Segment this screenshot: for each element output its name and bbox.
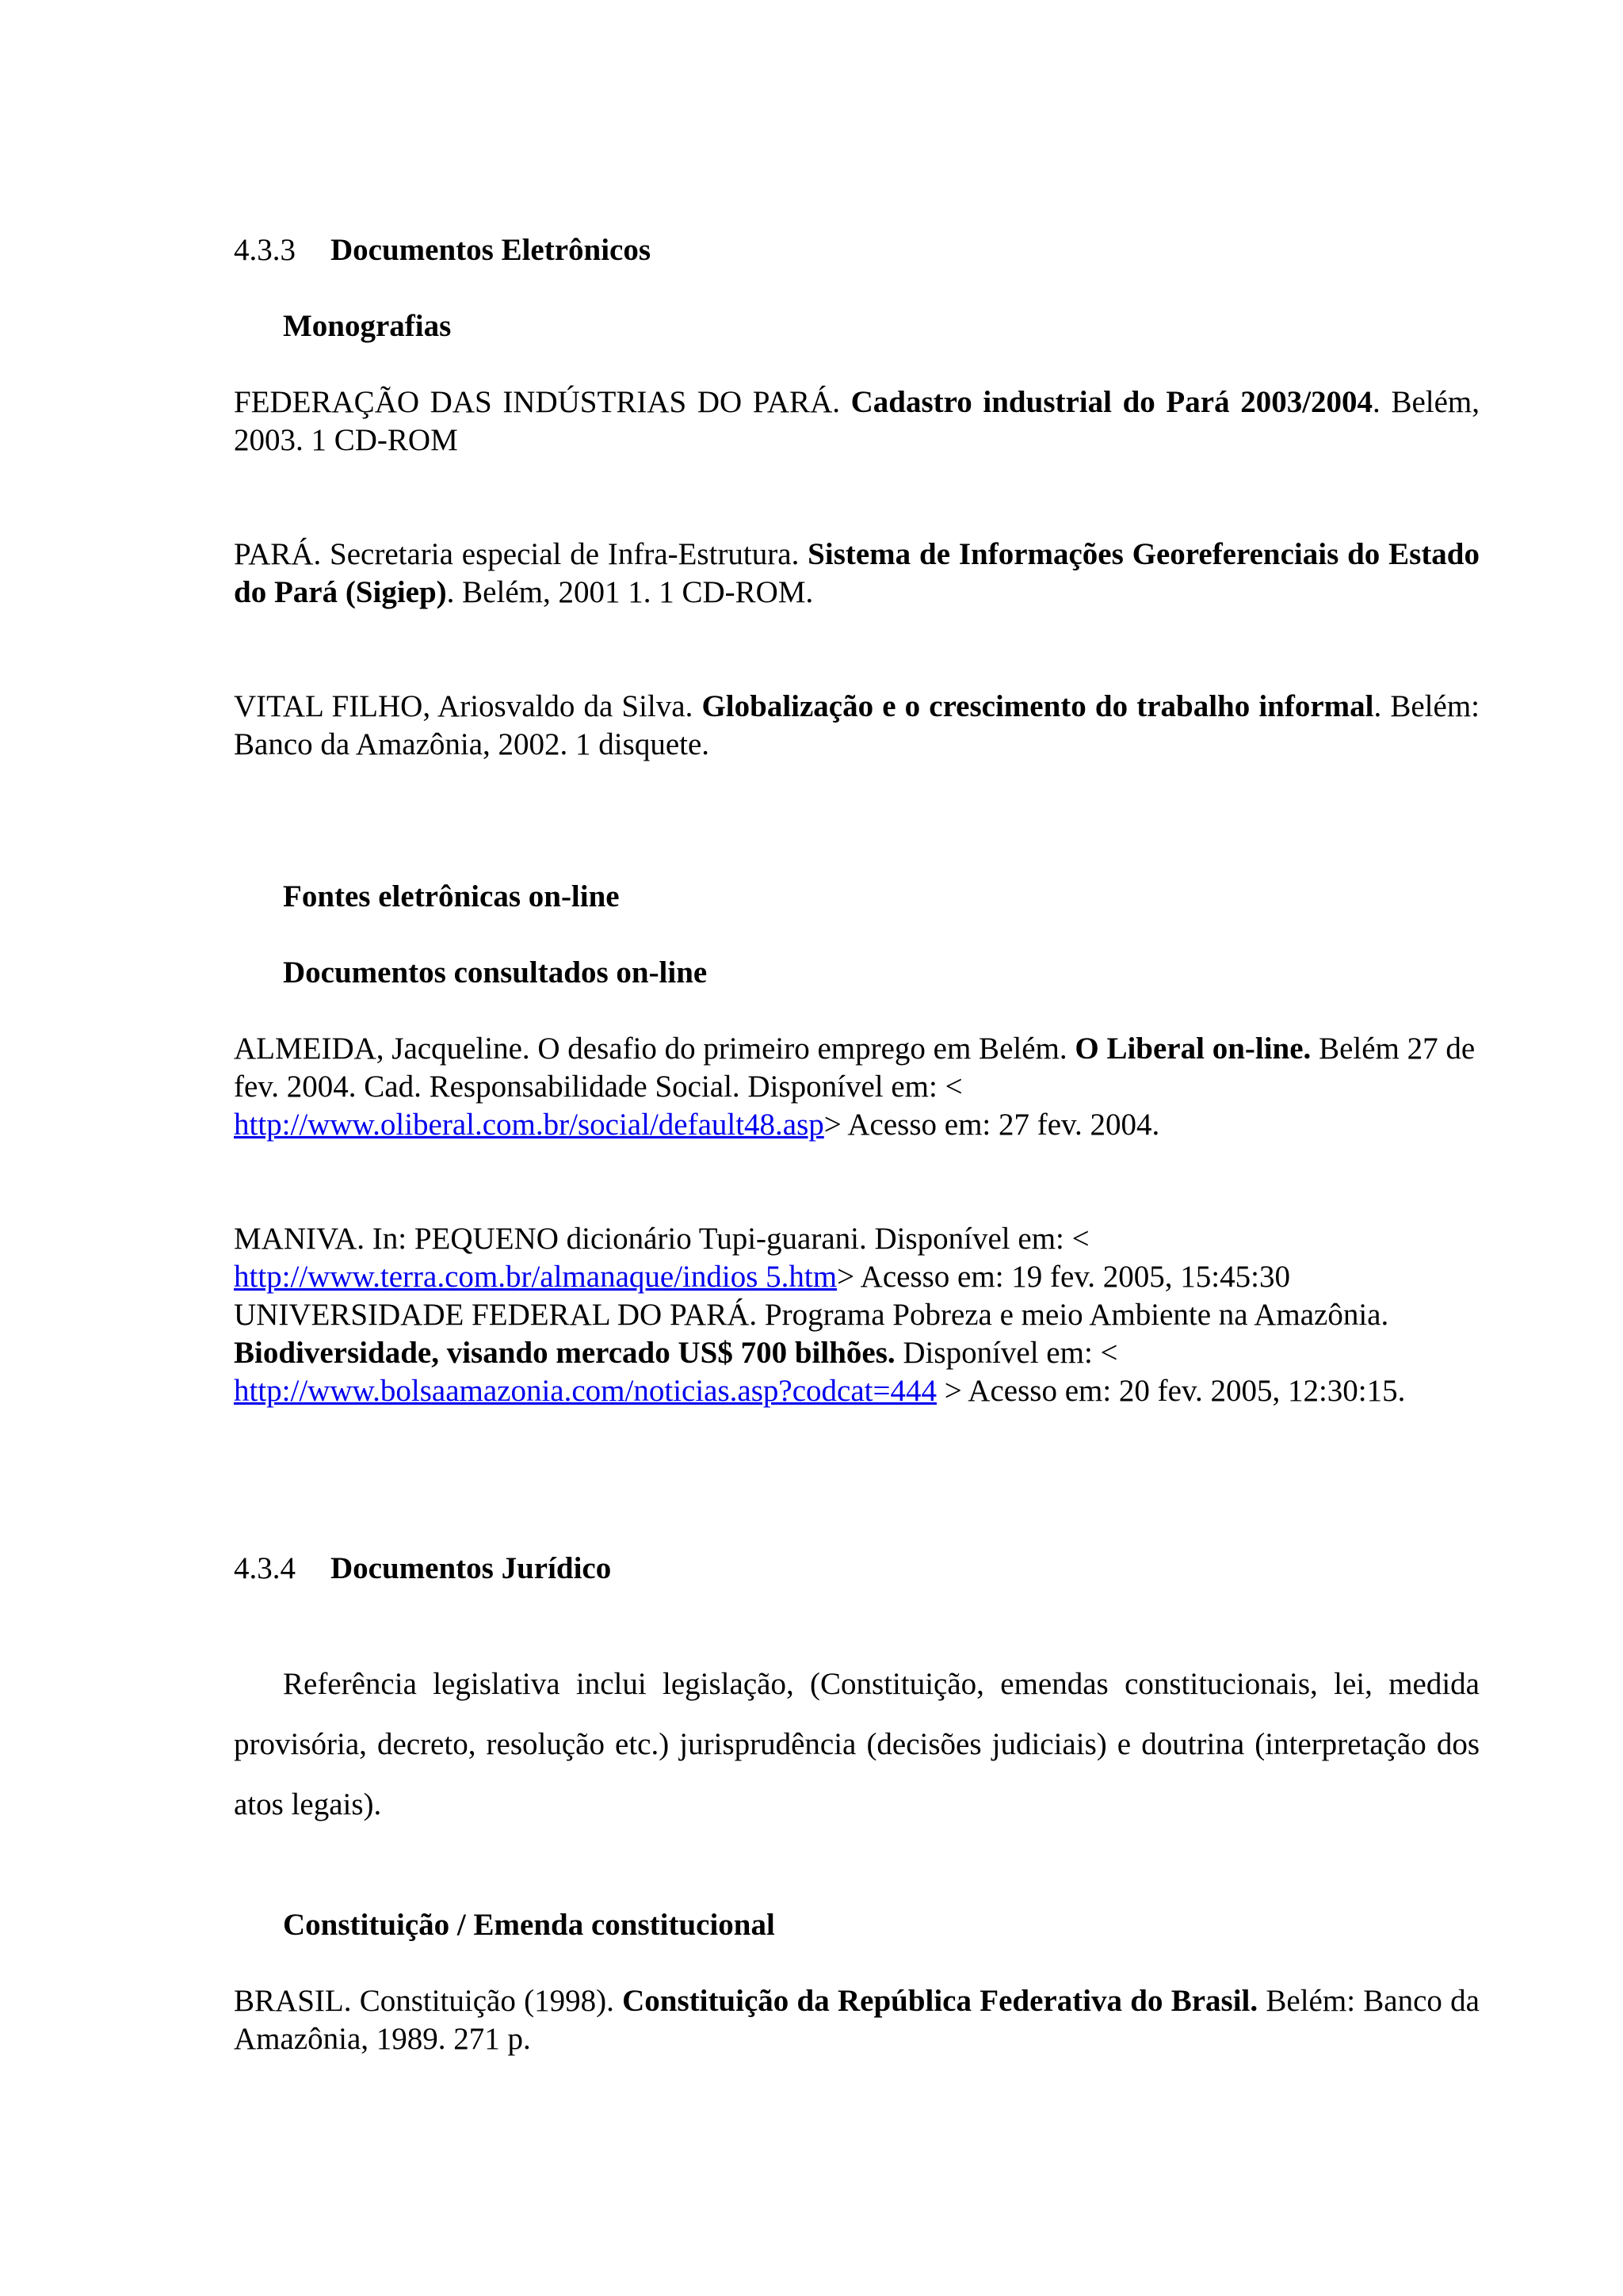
reference-maniva: MANIVA. In: PEQUENO dicionário Tupi-guarani. Disponível em: < http://www.terra.com.br/almanaque/indios 5.htm> Acesso em: 19 fev. 2005, 15:45:30 (234, 1222, 1290, 1294)
subheading-constituicao: Constituição / Emenda constitucional (283, 1908, 775, 1942)
reference-para: PARÁ. Secretaria especial de Infra-Estrutura. Sistema de Informações Georeferenciais do Estado do Pará (Sigiep). Belém, 2001 1. 1 CD-ROM. (234, 537, 1480, 609)
reference-ufpa: UNIVERSIDADE FEDERAL DO PARÁ. Programa Pobreza e meio Ambiente na Amazônia. Biodiversidade, visando mercado US$ 700 bilhões. Disponível em: < http://www.bolsaamazonia.com/noticias.asp?codcat=444 > Acesso em: 20 fev. 2005, 12:30:15. (234, 1298, 1406, 1408)
section-title: Documentos Jurídico (330, 1551, 612, 1585)
reference-vital-filho: VITAL FILHO, Ariosvaldo da Silva. Globalização e o crescimento do trabalho informal. Belém: Banco da Amazônia, 2002. 1 disquete. (234, 689, 1480, 761)
legislative-reference-paragraph: Referência legislativa inclui legislação, (Constituição, emendas constitucionais, lei, medida provisória, decreto, resolução etc.) jurisprudência (decisões judiciais) e doutrina (interpretação dos atos legais). (234, 1667, 1480, 1821)
subheading-monografias: Monografias (283, 309, 452, 343)
subheading-documentos-online: Documentos consultados on-line (283, 955, 708, 990)
section-number: 4.3.3 (234, 233, 296, 267)
subheading-fontes-eletronicas: Fontes eletrônicas on-line (283, 879, 620, 913)
section-title: Documentos Eletrônicos (330, 233, 651, 267)
reference-almeida: ALMEIDA, Jacqueline. O desafio do primeiro emprego em Belém. O Liberal on-line. Belém 27 de fev. 2004. Cad. Responsabilidade Social. Disponível em: < http://www.oliberal.com.br/social/default48.asp> Acesso em: 27 fev. 2004. (234, 1032, 1476, 1142)
reference-brasil: BRASIL. Constituição (1998). Constituição da República Federativa do Brasil. Belém: Banco da Amazônia, 1989. 271 p. (234, 1984, 1480, 2056)
link-oliberal[interactable]: http://www.oliberal.com.br/social/default48.asp (234, 1108, 824, 1142)
link-bolsaamazonia[interactable]: http://www.bolsaamazonia.com/noticias.asp?codcat=444 (234, 1374, 937, 1408)
section-number: 4.3.4 (234, 1551, 296, 1585)
reference-fiepa: FEDERAÇÃO DAS INDÚSTRIAS DO PARÁ. Cadastro industrial do Pará 2003/2004. Belém, 2003. 1 CD-ROM (234, 385, 1480, 457)
section-heading-4-3-3 (234, 231, 1480, 269)
link-terra[interactable]: http://www.terra.com.br/almanaque/indios 5.htm (234, 1260, 838, 1294)
section-heading-4-3-4 (234, 1550, 1480, 1588)
